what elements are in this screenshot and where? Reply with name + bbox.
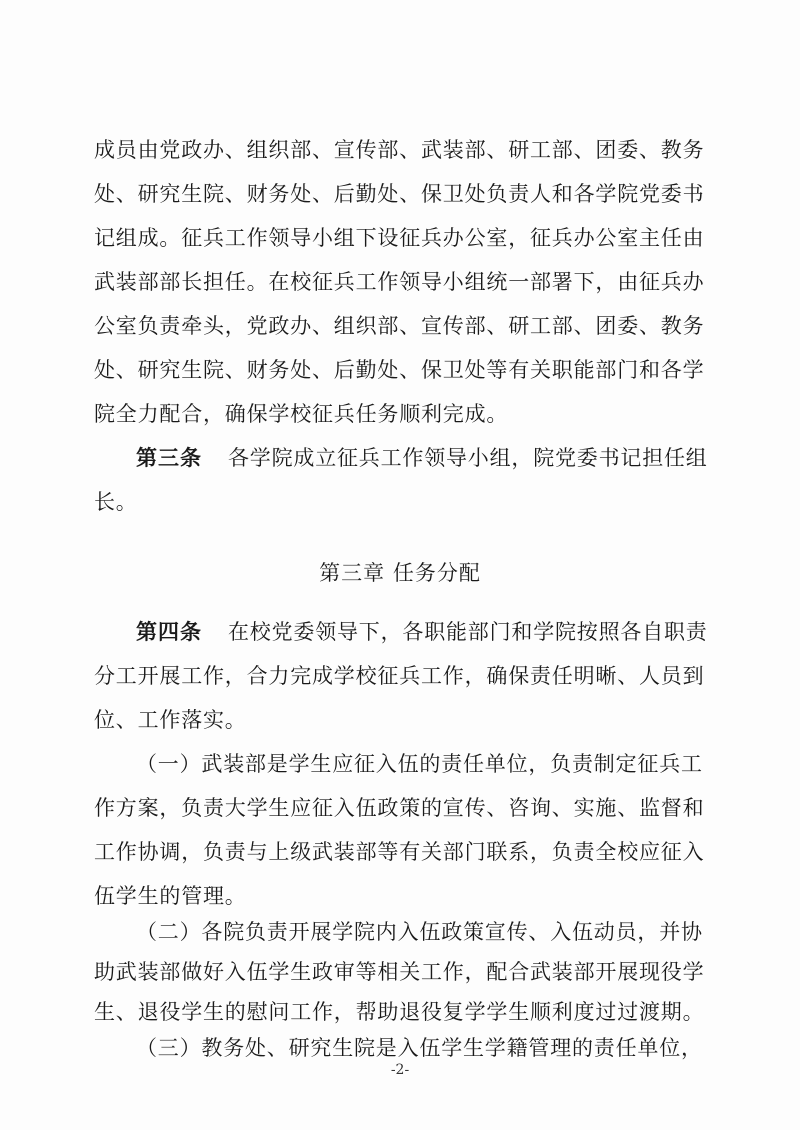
item-3-line: （三）教务处、研究生院是入伍学生学籍管理的责任单位，	[136, 1036, 703, 1060]
item-1-line: 工作协调，负责与上级武装部等有关部门联系，负责全校应征入	[94, 840, 705, 864]
item-2-line: 生、退役学生的慰问工作，帮助退役复学学生顺利度过过渡期。	[94, 1000, 705, 1024]
page-number: -2-	[390, 1062, 410, 1078]
body-text-line: 处、研究生院、财务处、后勤处、保卫处负责人和各学院党委书	[94, 182, 705, 206]
body-text-line: 记组成。征兵工作领导小组下设征兵办公室，征兵办公室主任由	[94, 226, 705, 250]
article-4-label: 第四条	[136, 620, 202, 644]
item-1-line: （一）武装部是学生应征入伍的责任单位，负责制定征兵工	[136, 752, 703, 776]
article-4-paragraph	[136, 618, 756, 646]
body-text-line: 公室负责牵头，党政办、组织部、宣传部、研工部、团委、教务	[94, 314, 705, 338]
item-1-line: 伍学生的管理。	[94, 884, 247, 908]
article-4-text-continued: 分工开展工作，合力完成学校征兵工作，确保责任明晰、人员到	[94, 664, 705, 688]
item-2-line: 助武装部做好入伍学生政审等相关工作，配合武装部开展现役学	[94, 960, 705, 984]
body-text-line: 成员由党政办、组织部、宣传部、武装部、研工部、团委、教务	[94, 138, 705, 162]
body-text-line: 武装部部长担任。在校征兵工作领导小组统一部署下，由征兵办	[94, 270, 705, 294]
body-text-line: 处、研究生院、财务处、后勤处、保卫处等有关职能部门和各学	[94, 358, 705, 382]
item-2-line: （二）各院负责开展学院内入伍政策宣传、入伍动员，并协	[136, 920, 703, 944]
article-3-text: 各学院成立征兵工作领导小组，院党委书记担任组	[228, 446, 708, 470]
item-1-line: 作方案，负责大学生应征入伍政策的宣传、咨询、实施、监督和	[94, 796, 705, 820]
article-4-text-continued: 位、工作落实。	[94, 708, 247, 732]
article-3-label: 第三条	[136, 446, 202, 470]
body-text-line: 院全力配合，确保学校征兵任务顺利完成。	[94, 402, 509, 426]
article-3-paragraph	[136, 444, 756, 472]
chapter-heading: 第三章 任务分配	[319, 561, 481, 585]
article-3-text-continued: 长。	[94, 490, 138, 514]
article-4-text: 在校党委领导下，各职能部门和学院按照各自职责	[228, 620, 708, 644]
